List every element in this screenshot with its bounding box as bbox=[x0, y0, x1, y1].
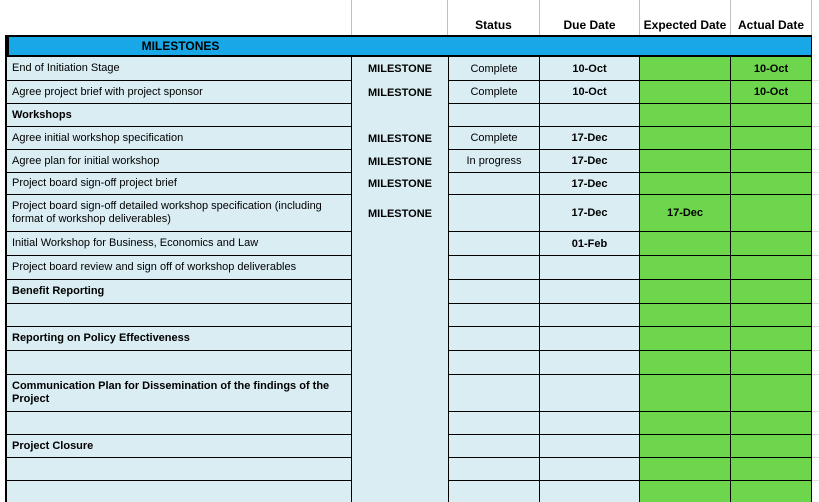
actual-date-cell[interactable] bbox=[731, 256, 812, 280]
table-row bbox=[0, 256, 819, 280]
status-cell[interactable] bbox=[448, 481, 540, 502]
milestone-description-cell[interactable]: Agree plan for initial workshop bbox=[5, 150, 352, 173]
actual-date-cell[interactable] bbox=[731, 481, 812, 502]
table-row bbox=[0, 150, 819, 173]
milestone-description-cell[interactable]: Project board sign-off project brief bbox=[5, 173, 352, 195]
row-sliver bbox=[812, 104, 819, 127]
expected-date-cell[interactable] bbox=[640, 232, 731, 256]
expected-date-cell[interactable] bbox=[640, 412, 731, 435]
due-date-cell[interactable] bbox=[540, 256, 640, 280]
actual-date-cell[interactable] bbox=[731, 351, 812, 375]
row-sliver bbox=[812, 150, 819, 173]
milestone-description-cell[interactable]: Initial Workshop for Business, Economics and Law bbox=[5, 232, 352, 256]
table-row bbox=[0, 351, 819, 375]
expected-date-cell[interactable] bbox=[640, 81, 731, 104]
due-date-cell[interactable] bbox=[540, 304, 640, 327]
milestone-description-cell[interactable]: Agree initial workshop specification bbox=[5, 127, 352, 150]
expected-date-cell[interactable] bbox=[640, 435, 731, 458]
milestone-description-cell[interactable]: End of Initiation Stage bbox=[5, 57, 352, 81]
status-cell[interactable] bbox=[448, 375, 540, 412]
milestones-title-bar[interactable] bbox=[0, 35, 819, 57]
bar-sliver bbox=[812, 35, 819, 57]
milestone-description-cell[interactable]: Project board review and sign off of workshop deliverables bbox=[5, 256, 352, 280]
due-date-cell[interactable] bbox=[540, 481, 640, 502]
expected-date-cell[interactable] bbox=[640, 375, 731, 412]
actual-date-cell[interactable] bbox=[731, 195, 812, 232]
due-date-cell[interactable]: 10-Oct bbox=[540, 57, 640, 81]
expected-date-cell[interactable] bbox=[640, 327, 731, 351]
milestone-tag-cell[interactable] bbox=[352, 481, 448, 502]
expected-date-cell[interactable] bbox=[640, 304, 731, 327]
expected-date-cell[interactable] bbox=[640, 458, 731, 481]
status-cell[interactable]: Complete bbox=[448, 81, 540, 104]
status-cell[interactable] bbox=[448, 412, 540, 435]
milestone-description-cell[interactable] bbox=[5, 481, 352, 502]
milestone-tag-cell[interactable]: MILESTONE bbox=[352, 150, 448, 173]
header-blank-cell[interactable] bbox=[352, 0, 448, 35]
status-cell[interactable] bbox=[448, 435, 540, 458]
milestone-tag-cell[interactable]: MILESTONE bbox=[352, 57, 448, 81]
table-row bbox=[0, 327, 819, 351]
milestone-description-cell[interactable]: Project board sign-off detailed workshop specification (including format of workshop deliverables) bbox=[5, 195, 352, 232]
due-date-cell[interactable]: 17-Dec bbox=[540, 127, 640, 150]
milestone-description-cell[interactable] bbox=[5, 304, 352, 327]
status-cell[interactable] bbox=[448, 195, 540, 232]
status-cell[interactable] bbox=[448, 232, 540, 256]
table-row bbox=[0, 104, 819, 127]
column-header-expected-date[interactable]: Expected Date bbox=[640, 0, 731, 35]
milestone-tag-cell[interactable] bbox=[352, 412, 448, 435]
column-header-due-date[interactable]: Due Date bbox=[540, 0, 640, 35]
expected-date-cell[interactable] bbox=[640, 173, 731, 195]
expected-date-cell[interactable] bbox=[640, 351, 731, 375]
expected-date-cell[interactable] bbox=[640, 256, 731, 280]
section-header-cell[interactable]: Project Closure bbox=[5, 435, 352, 458]
actual-date-cell[interactable] bbox=[731, 412, 812, 435]
row-sliver bbox=[812, 81, 819, 104]
table-row bbox=[0, 458, 819, 481]
milestone-description-cell[interactable] bbox=[5, 351, 352, 375]
header-sliver bbox=[812, 0, 819, 35]
row-sliver bbox=[812, 375, 819, 412]
due-date-cell[interactable] bbox=[540, 327, 640, 351]
actual-date-cell[interactable] bbox=[731, 458, 812, 481]
column-header-actual-date[interactable]: Actual Date bbox=[731, 0, 812, 35]
table-row bbox=[0, 232, 819, 256]
row-sliver bbox=[812, 57, 819, 81]
row-sliver bbox=[812, 458, 819, 481]
section-header-cell[interactable]: Reporting on Policy Effectiveness bbox=[5, 327, 352, 351]
due-date-cell[interactable] bbox=[540, 458, 640, 481]
expected-date-cell[interactable] bbox=[640, 127, 731, 150]
actual-date-cell[interactable] bbox=[731, 327, 812, 351]
section-header-cell[interactable]: Workshops bbox=[5, 104, 352, 127]
actual-date-cell[interactable]: 10-Oct bbox=[731, 81, 812, 104]
row-sliver bbox=[812, 435, 819, 458]
actual-date-cell[interactable] bbox=[731, 435, 812, 458]
milestone-description-cell[interactable] bbox=[5, 412, 352, 435]
milestone-tag-cell[interactable] bbox=[352, 256, 448, 280]
status-cell[interactable] bbox=[448, 327, 540, 351]
due-date-cell[interactable] bbox=[540, 104, 640, 127]
row-sliver bbox=[812, 304, 819, 327]
row-sliver bbox=[812, 280, 819, 304]
milestone-description-cell[interactable]: Agree project brief with project sponsor bbox=[5, 81, 352, 104]
section-header-cell[interactable]: Communication Plan for Dissemination of the findings of the Project bbox=[5, 375, 352, 412]
column-header-row bbox=[0, 0, 819, 35]
milestone-tag-cell[interactable]: MILESTONE bbox=[352, 81, 448, 104]
milestone-tag-cell[interactable] bbox=[352, 351, 448, 375]
due-date-cell[interactable]: 17-Dec bbox=[540, 150, 640, 173]
expected-date-cell[interactable] bbox=[640, 150, 731, 173]
milestone-tag-cell[interactable]: MILESTONE bbox=[352, 195, 448, 232]
due-date-cell[interactable]: 10-Oct bbox=[540, 81, 640, 104]
row-sliver bbox=[812, 195, 819, 232]
status-cell[interactable] bbox=[448, 173, 540, 195]
milestone-tag-cell[interactable] bbox=[352, 327, 448, 351]
actual-date-cell[interactable] bbox=[731, 304, 812, 327]
status-cell[interactable] bbox=[448, 351, 540, 375]
milestones-title-cell[interactable] bbox=[5, 35, 812, 57]
actual-date-cell[interactable] bbox=[731, 150, 812, 173]
milestone-tag-cell[interactable] bbox=[352, 280, 448, 304]
row-sliver bbox=[812, 351, 819, 375]
due-date-cell[interactable]: 17-Dec bbox=[540, 195, 640, 232]
status-cell[interactable] bbox=[448, 256, 540, 280]
expected-date-cell[interactable] bbox=[640, 57, 731, 81]
due-date-cell[interactable] bbox=[540, 435, 640, 458]
table-row bbox=[0, 412, 819, 435]
status-cell[interactable]: In progress bbox=[448, 150, 540, 173]
status-cell[interactable]: Complete bbox=[448, 127, 540, 150]
milestone-tag-cell[interactable] bbox=[352, 304, 448, 327]
expected-date-cell[interactable] bbox=[640, 481, 731, 502]
due-date-cell[interactable] bbox=[540, 375, 640, 412]
due-date-cell[interactable] bbox=[540, 280, 640, 304]
expected-date-cell[interactable] bbox=[640, 104, 731, 127]
expected-date-cell[interactable] bbox=[640, 280, 731, 304]
row-sliver bbox=[812, 173, 819, 195]
due-date-cell[interactable]: 17-Dec bbox=[540, 173, 640, 195]
table-row bbox=[0, 481, 819, 502]
table-row bbox=[0, 81, 819, 104]
row-sliver bbox=[812, 481, 819, 502]
table-row bbox=[0, 57, 819, 81]
actual-date-cell[interactable] bbox=[731, 104, 812, 127]
actual-date-cell[interactable]: 10-Oct bbox=[731, 57, 812, 81]
table-row bbox=[0, 195, 819, 232]
due-date-cell[interactable] bbox=[540, 412, 640, 435]
actual-date-cell[interactable] bbox=[731, 232, 812, 256]
table-row bbox=[0, 304, 819, 327]
milestone-tag-cell[interactable]: MILESTONE bbox=[352, 127, 448, 150]
header-blank-cell[interactable] bbox=[0, 0, 352, 35]
table-row bbox=[0, 375, 819, 412]
row-sliver bbox=[812, 232, 819, 256]
actual-date-cell[interactable] bbox=[731, 127, 812, 150]
milestone-tag-cell[interactable] bbox=[352, 458, 448, 481]
column-header-status[interactable]: Status bbox=[448, 0, 540, 35]
milestone-description-cell[interactable] bbox=[5, 458, 352, 481]
row-sliver bbox=[812, 412, 819, 435]
table-row bbox=[0, 435, 819, 458]
milestone-tag-cell[interactable]: MILESTONE bbox=[352, 173, 448, 195]
due-date-cell[interactable] bbox=[540, 351, 640, 375]
table-row bbox=[0, 173, 819, 195]
expected-date-cell[interactable]: 17-Dec bbox=[640, 195, 731, 232]
status-cell[interactable] bbox=[448, 104, 540, 127]
section-header-cell[interactable]: Benefit Reporting bbox=[5, 280, 352, 304]
table-row bbox=[0, 127, 819, 150]
milestones-title: MILESTONES bbox=[141, 39, 220, 53]
actual-date-cell[interactable] bbox=[731, 280, 812, 304]
row-sliver bbox=[812, 256, 819, 280]
milestone-tag-cell[interactable] bbox=[352, 104, 448, 127]
status-cell[interactable] bbox=[448, 280, 540, 304]
status-cell[interactable] bbox=[448, 458, 540, 481]
row-sliver bbox=[812, 327, 819, 351]
due-date-cell[interactable]: 01-Feb bbox=[540, 232, 640, 256]
status-cell[interactable] bbox=[448, 304, 540, 327]
table-row bbox=[0, 280, 819, 304]
status-cell[interactable]: Complete bbox=[448, 57, 540, 81]
actual-date-cell[interactable] bbox=[731, 375, 812, 412]
row-sliver bbox=[812, 127, 819, 150]
milestone-tag-cell[interactable] bbox=[352, 375, 448, 412]
actual-date-cell[interactable] bbox=[731, 173, 812, 195]
milestone-tag-cell[interactable] bbox=[352, 232, 448, 256]
milestone-tag-cell[interactable] bbox=[352, 435, 448, 458]
